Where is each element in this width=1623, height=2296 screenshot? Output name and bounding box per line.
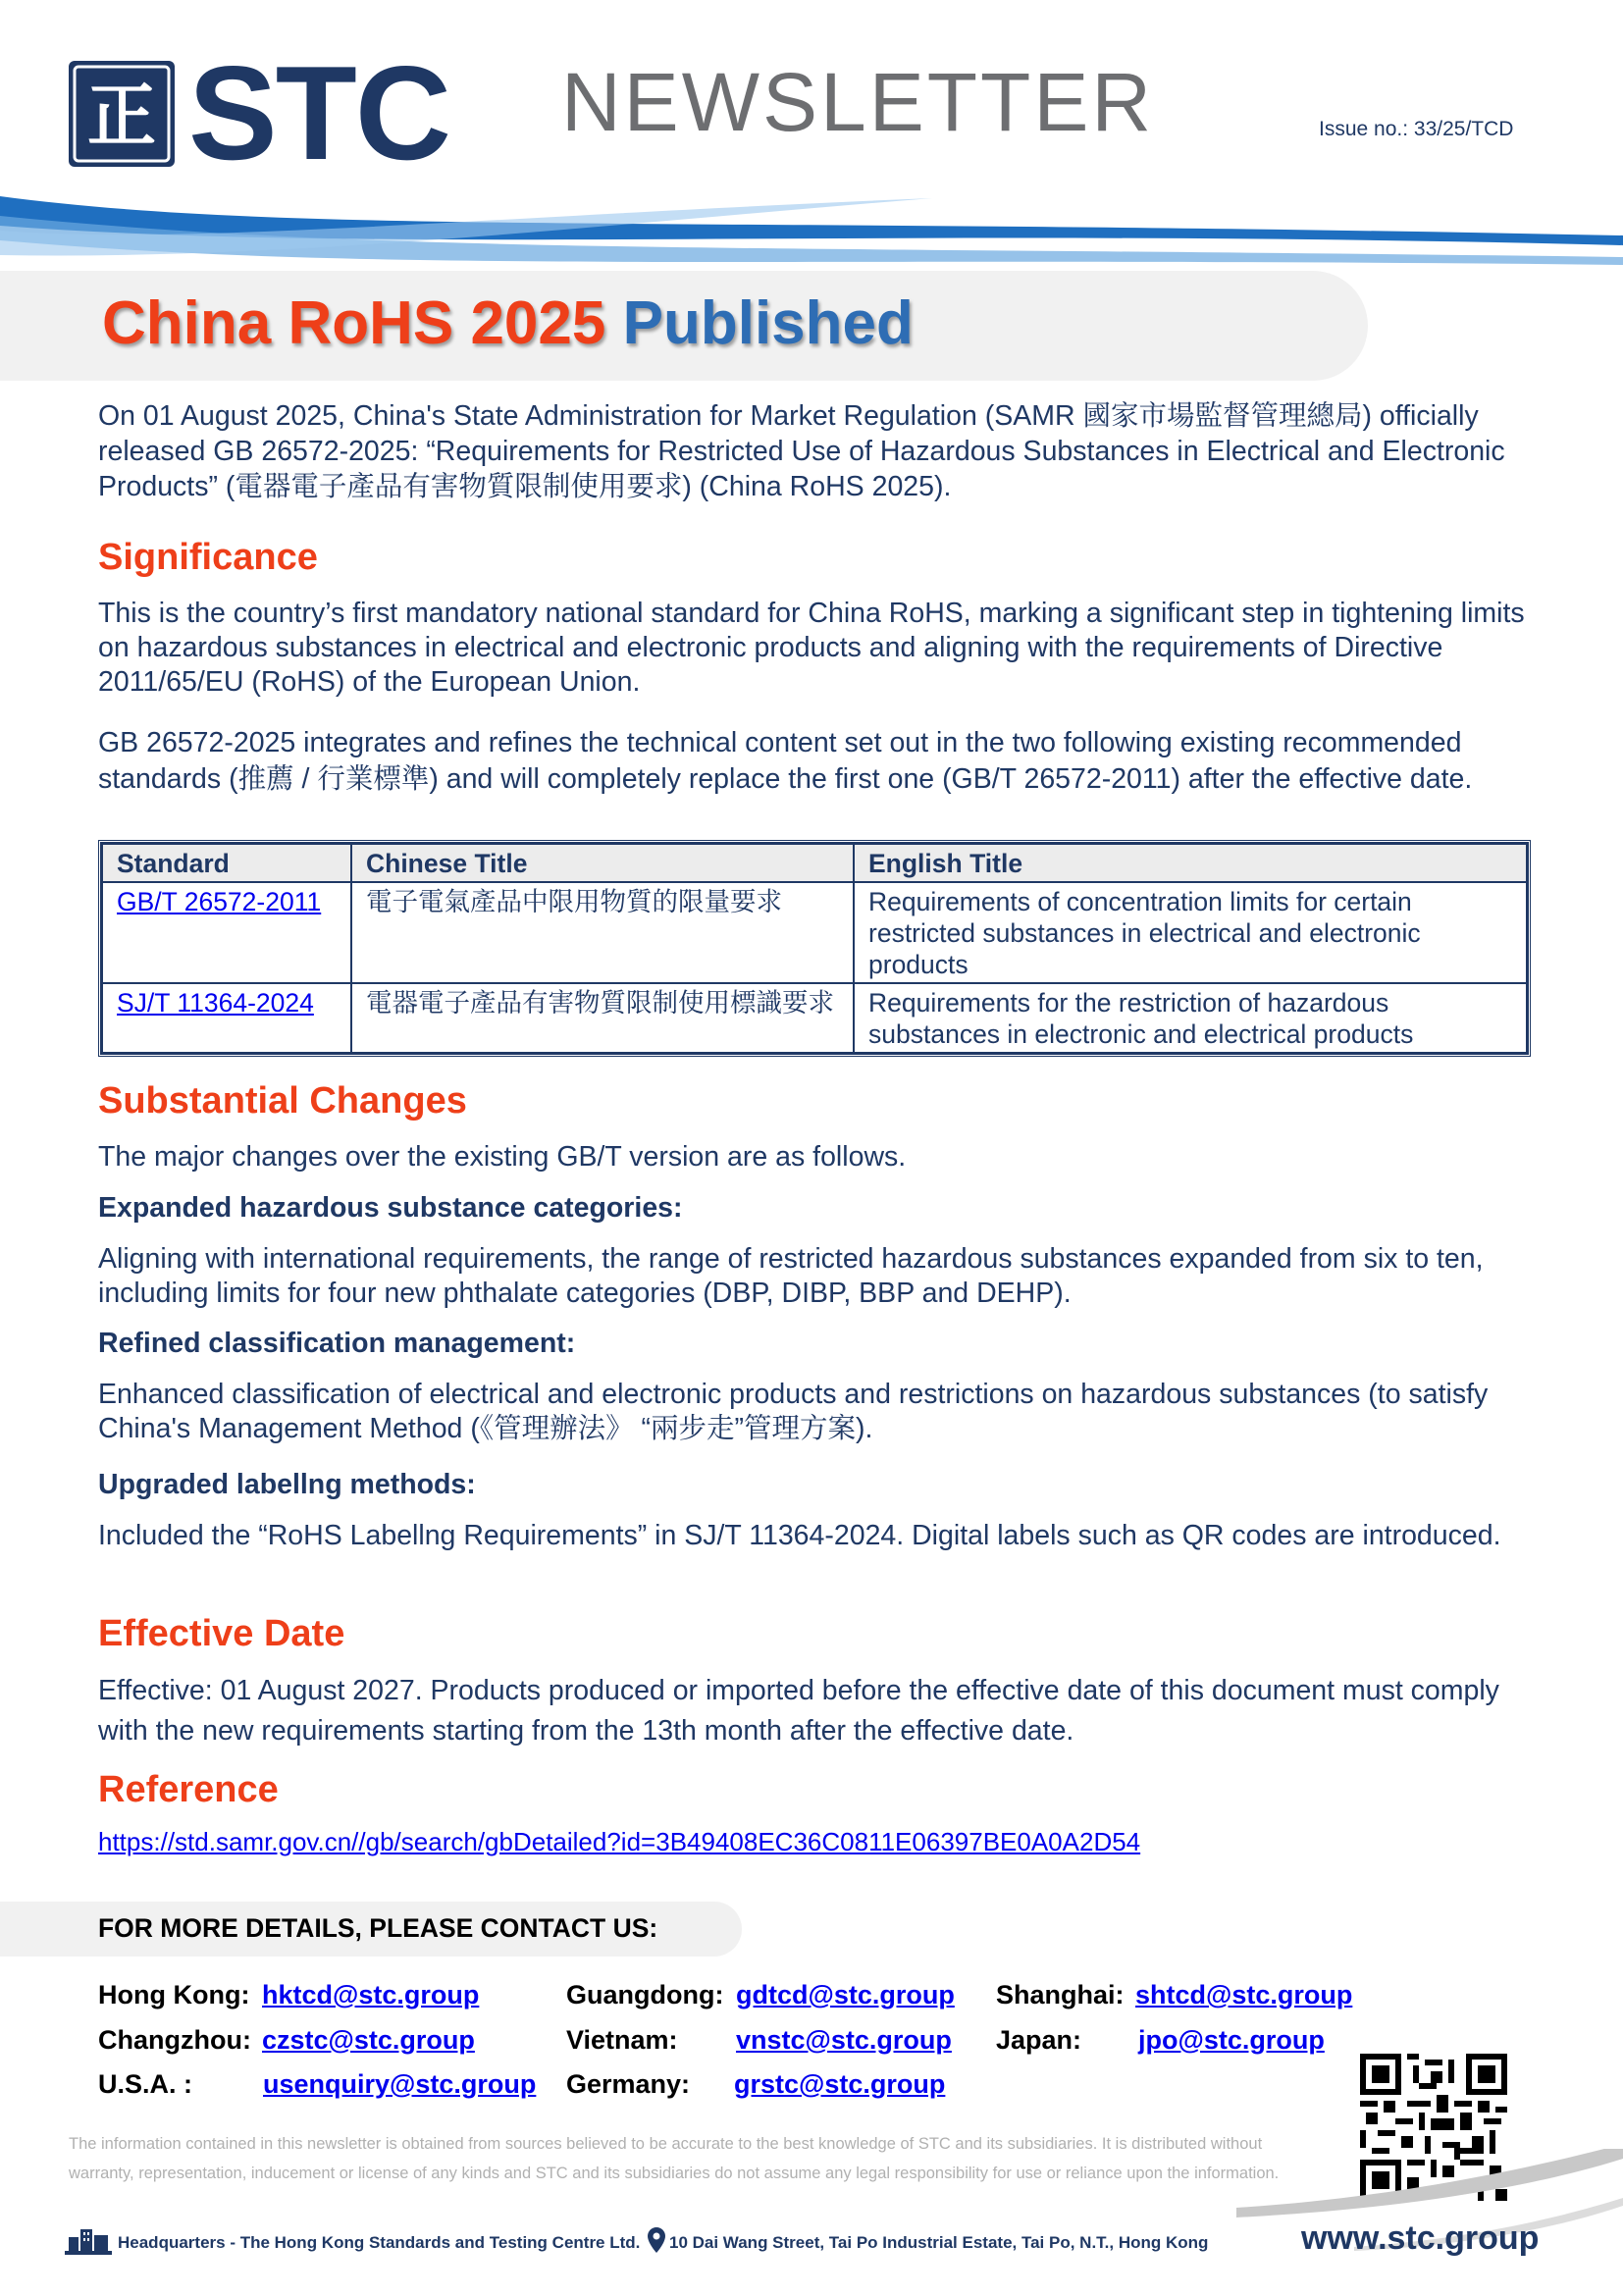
table-header-cell: Standard xyxy=(102,844,351,882)
location-pin-icon xyxy=(648,2227,665,2253)
standards-table xyxy=(98,840,1531,1057)
contact-label: Japan: xyxy=(996,2025,1082,2055)
change-title: Expanded hazardous substance categories: xyxy=(98,1192,683,1224)
standard-cell xyxy=(102,882,351,983)
newsletter-label: NEWSLETTER xyxy=(561,56,1155,148)
table-header-cell: Chinese Title xyxy=(351,844,854,882)
standard-link[interactable]: GB/T 26572-2011 xyxy=(117,887,322,916)
change-text: Aligning with international requirements, the range of restricted hazardous substances expanded from six to ten, including limits for four new phthalate categories (DBP, DIBP, BBP and DEHP). xyxy=(98,1243,1484,1309)
change-title: Refined classification management: xyxy=(98,1328,576,1359)
chinese-title-cell: 電子電氣產品中限用物質的限量要求 xyxy=(351,882,854,983)
disclaimer-line-2: warranty, representation, inducement or license of any kinds and STC and its subsidiaries do not assume any legal responsibility for use or reliance upon the information. xyxy=(69,2165,1280,2182)
english-title-cell: Requirements of concentration limits for certain restricted substances in electrical and electronic products xyxy=(854,882,1527,983)
contact-label: Hong Kong: xyxy=(98,1980,250,2009)
reference-heading: Reference xyxy=(98,1769,279,1810)
contact-email[interactable]: shtcd@stc.group xyxy=(1135,1980,1353,2009)
contact-email[interactable]: vnstc@stc.group xyxy=(736,2025,952,2055)
significance-heading: Significance xyxy=(98,537,318,578)
change-title: Upgraded labellng methods: xyxy=(98,1469,476,1500)
contact-label: Germany: xyxy=(566,2069,691,2099)
standard-cell xyxy=(102,983,351,1053)
chinese-title-cell: 電器電子產品有害物質限制使用標識要求 xyxy=(351,983,854,1053)
significance-paragraph-2: GB 26572-2025 integrates and refines the technical content set out in the two following existing recommended standards (推薦 / 行業標準) and will completely replace the first one (GB/T 26572-2011) after the effective date. xyxy=(98,727,1473,795)
contact-label: Shanghai: xyxy=(996,1980,1125,2009)
reference-link[interactable]: https://std.samr.gov.cn//gb/search/gbDetailed?id=3B49408EC36C0811E06397BE0A0A2D54 xyxy=(98,1827,1141,1856)
significance-paragraph-1: This is the country’s first mandatory national standard for China RoHS, marking a significant step in tightening limits on hazardous substances in electrical and electronic products and aligning with the requirements of Directive 2011/65/EU (RoHS) of the European Union. xyxy=(98,598,1525,698)
contact-label: Guangdong: xyxy=(566,1980,724,2009)
effective-heading: Effective Date xyxy=(98,1613,345,1654)
issue-number: Issue no.: 33/25/TCD xyxy=(1319,118,1514,140)
logo-wordmark: STC xyxy=(188,38,449,187)
effective-text: Effective: 01 August 2027. Products produced or imported before the effective date of this document must comply with the new requirements starting from the 13th month after the effective date. xyxy=(98,1675,1499,1747)
contact-email[interactable]: jpo@stc.group xyxy=(1138,2025,1325,2055)
changes-intro: The major changes over the existing GB/T version are as follows. xyxy=(98,1141,907,1173)
standard-link[interactable]: SJ/T 11364-2024 xyxy=(117,988,314,1018)
contact-email[interactable]: grstc@stc.group xyxy=(734,2069,946,2099)
stc-logo-icon xyxy=(69,61,175,167)
contact-email[interactable]: hktcd@stc.group xyxy=(262,1980,480,2009)
table-row xyxy=(102,882,1527,983)
contact-email[interactable]: gdtcd@stc.group xyxy=(736,1980,955,2009)
english-title-cell: Requirements for the restriction of hazardous substances in electronic and electrical products xyxy=(854,983,1527,1053)
website-link[interactable]: www.stc.group xyxy=(1301,2219,1540,2257)
contact-email[interactable]: usenquiry@stc.group xyxy=(263,2069,537,2099)
change-text: Enhanced classification of electrical and electronic products and restrictions on hazardous substances (to satisfy China's Management Method (《管理辦法》 “兩步走”管理方案). xyxy=(98,1379,1489,1444)
contact-heading: FOR MORE DETAILS, PLEASE CONTACT US: xyxy=(98,1913,658,1943)
address-text: 10 Dai Wang Street, Tai Po Industrial Estate, Tai Po, N.T., Hong Kong xyxy=(669,2233,1209,2252)
contact-label: Changzhou: xyxy=(98,2025,251,2055)
table-row xyxy=(102,983,1527,1053)
contact-email[interactable]: czstc@stc.group xyxy=(262,2025,475,2055)
title-part-red: China RoHS 2025 xyxy=(102,289,606,357)
building-icon xyxy=(65,2225,112,2255)
table-header-row xyxy=(102,844,1527,882)
contact-label: Vietnam: xyxy=(566,2025,678,2055)
title-part-blue: Published xyxy=(622,289,914,357)
contact-label: U.S.A. : xyxy=(98,2069,193,2099)
intro-paragraph: On 01 August 2025, China's State Administration for Market Regulation (SAMR 國家市場監督管理總局) officially released GB 26572-2025: “Requirements for Restricted Use of Hazardous Substances in Electrical and Electronic Products” (電器電子產品有害物質限制使用要求) (China RoHS 2025). xyxy=(98,400,1505,502)
svg-text:正: 正 xyxy=(87,79,156,155)
disclaimer-line-1: The information contained in this newsletter is obtained from sources believed to be accurate to the best knowledge of STC and its subsidiaries. It is distributed without xyxy=(69,2135,1263,2153)
headquarters-text: Headquarters - The Hong Kong Standards and Testing Centre Ltd. xyxy=(118,2233,641,2252)
page-title xyxy=(102,285,914,363)
table-header-cell: English Title xyxy=(854,844,1527,882)
change-text: Included the “RoHS Labellng Requirements” in SJ/T 11364-2024. Digital labels such as QR codes are introduced. xyxy=(98,1520,1501,1551)
changes-heading: Substantial Changes xyxy=(98,1080,467,1122)
